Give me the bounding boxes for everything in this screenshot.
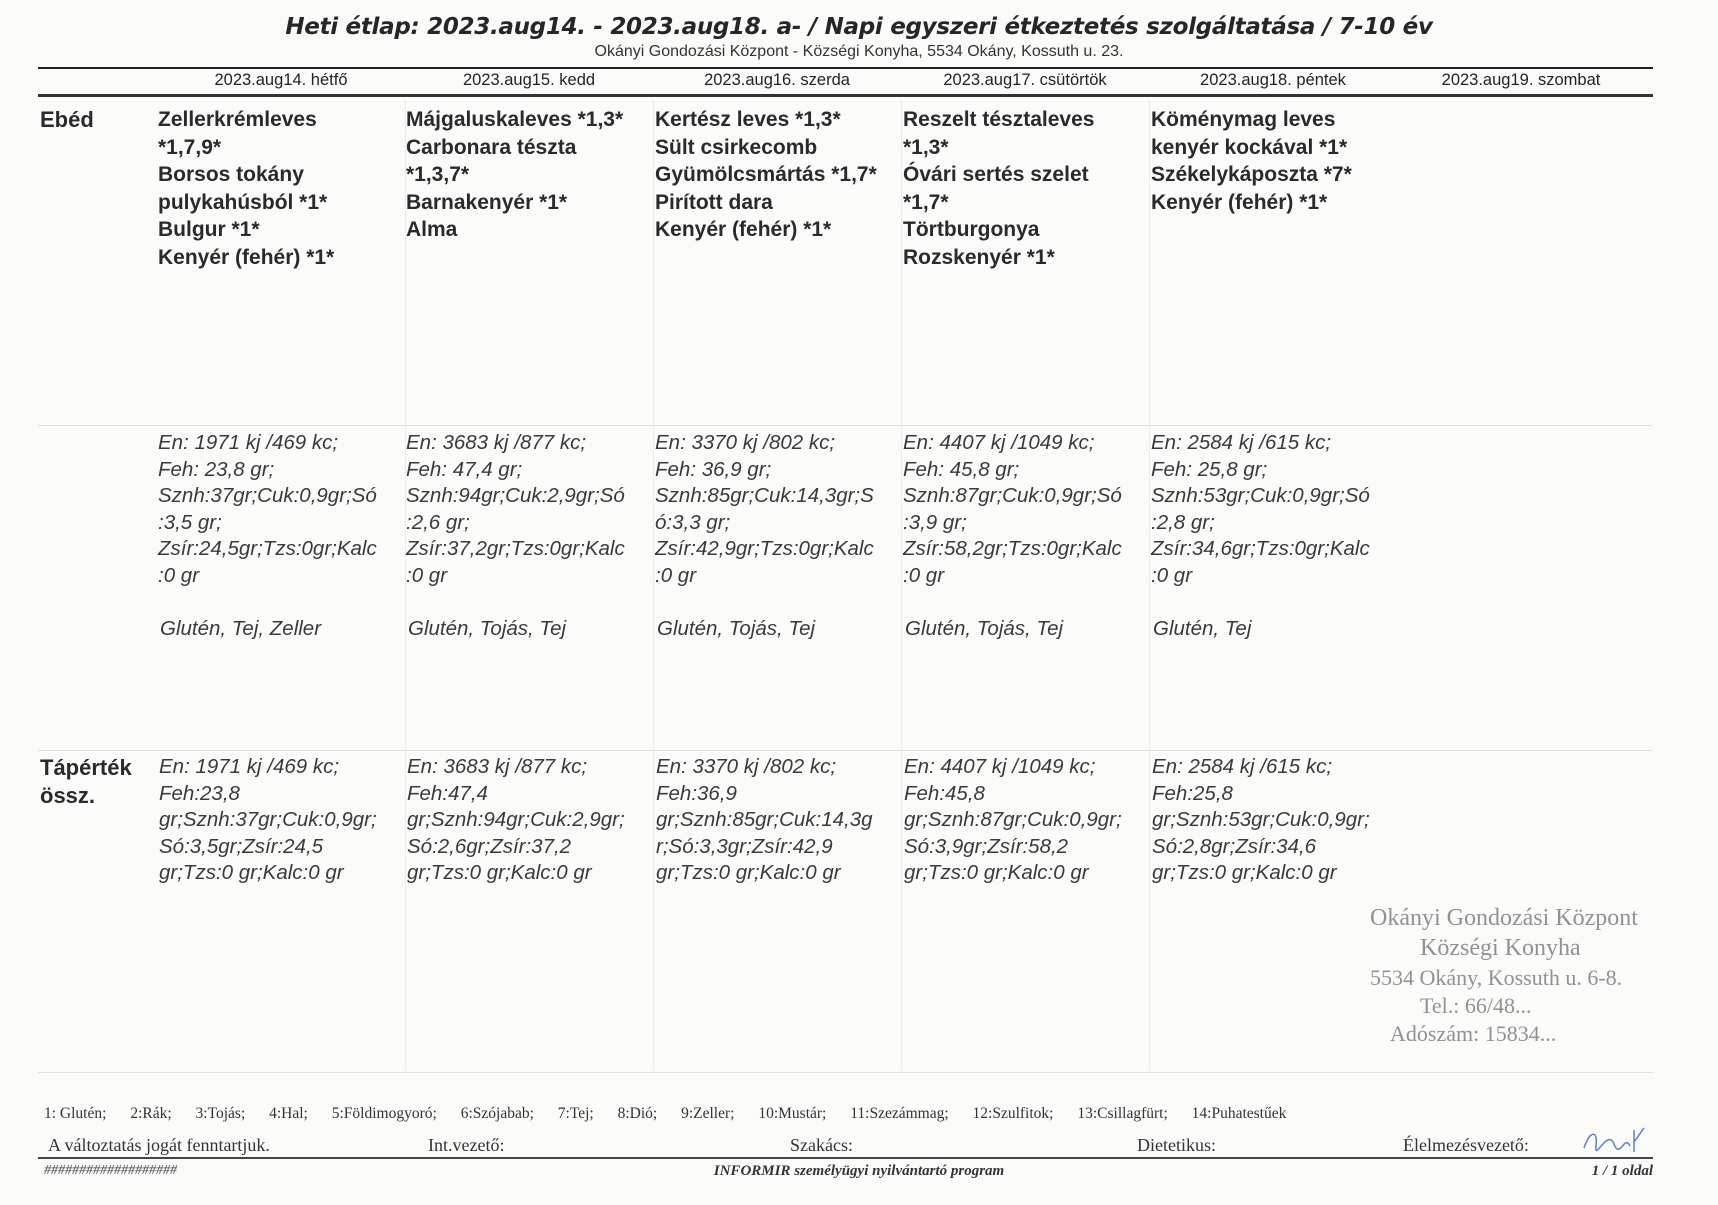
row-divider xyxy=(38,1072,1653,1073)
meal-line: Óvári sertés szelet xyxy=(903,163,1089,186)
summary-line: gr;Sznh:53gr;Cuk:0,9gr; xyxy=(1152,808,1370,831)
page-number: 1 / 1 oldal xyxy=(1591,1163,1653,1179)
stamp-line: Községi Konyha xyxy=(1420,935,1581,961)
summary-line: gr;Sznh:94gr;Cuk:2,9gr; xyxy=(407,808,625,831)
legend-item: 1: Glutén; xyxy=(44,1105,107,1122)
meal-cell-tue xyxy=(406,106,656,244)
summary-line: Feh:36,9 xyxy=(656,781,737,805)
nutrition-line: :3,9 gr; xyxy=(903,510,967,534)
row-label-lunch: Ebéd xyxy=(40,107,94,132)
nutrition-line: :0 gr xyxy=(158,563,200,587)
meal-line: Borsos tokány xyxy=(158,163,304,186)
legend-item: 7:Tej; xyxy=(557,1105,594,1122)
meal-line: Carbonara tészta xyxy=(406,135,577,159)
row-label-summary-line2: össz. xyxy=(40,783,96,808)
summary-line: gr;Tzs:0 gr;Kalc:0 gr xyxy=(1152,861,1337,884)
summary-line: gr;Tzs:0 gr;Kalc:0 gr xyxy=(159,861,344,884)
footer-hash: ################### xyxy=(44,1163,177,1178)
nutrition-line: :0 gr xyxy=(406,563,448,587)
meal-line: Zellerkrémleves xyxy=(158,108,317,131)
meal-line: *1,7,9* xyxy=(158,135,222,159)
summary-line: gr;Sznh:85gr;Cuk:14,3g xyxy=(656,808,873,831)
allergen-cell-wed: Glutén, Tojás, Tej xyxy=(657,617,816,640)
meal-line: Kertész leves *1,3* xyxy=(655,108,841,131)
header-top-rule xyxy=(38,67,1653,69)
row-divider xyxy=(38,425,1653,426)
legend-item: 11:Szezámmag; xyxy=(850,1105,949,1122)
row-label-summary-line1: Tápérték xyxy=(40,755,132,780)
allergen-cell-thu: Glutén, Tojás, Tej xyxy=(905,617,1064,640)
day-header: 2023.aug19. szombat xyxy=(1441,71,1601,89)
footer-rule xyxy=(38,1157,1653,1159)
meal-line: Bulgur *1* xyxy=(158,218,260,241)
summary-line: Feh:25,8 xyxy=(1152,781,1233,805)
summary-line: En: 3683 kj /877 kc; xyxy=(407,755,588,778)
nutrition-line: :0 gr xyxy=(655,563,697,587)
signature-catering-manager: Élelmezésvezető: xyxy=(1403,1135,1529,1155)
nutrition-cell-thu xyxy=(903,430,1153,589)
meal-cell-mon xyxy=(158,106,408,271)
meal-line: Sült csirkecomb xyxy=(655,135,818,159)
day-header: 2023.aug14. hétfő xyxy=(214,71,348,89)
day-header: 2023.aug17. csütörtök xyxy=(943,71,1107,89)
meal-line: Kenyér (fehér) *1* xyxy=(1151,190,1328,214)
summary-line: Só:3,5gr;Zsír:24,5 xyxy=(159,834,324,858)
legend-item: 10:Mustár; xyxy=(758,1105,827,1122)
meal-line: kenyér kockával *1* xyxy=(1151,135,1348,159)
nutrition-line: En: 4407 kj /1049 kc; xyxy=(903,431,1095,454)
meal-line: Székelykáposzta *7* xyxy=(1151,163,1352,186)
nutrition-line: :0 gr xyxy=(1151,563,1193,587)
nutrition-cell-tue xyxy=(406,430,656,589)
meal-line: *1,3* xyxy=(903,135,949,159)
meal-line: Gyümölcsmártás *1,7* xyxy=(655,163,877,186)
nutrition-line: :2,6 gr; xyxy=(406,510,470,534)
signature-dietitian: Dietetikus: xyxy=(1137,1135,1216,1155)
legend-item: 9:Zeller; xyxy=(681,1105,735,1122)
summary-line: gr;Sznh:87gr;Cuk:0,9gr; xyxy=(904,808,1122,831)
nutrition-line: ó:3,3 gr; xyxy=(655,510,731,534)
meal-line: Májgaluskaleves *1,3* xyxy=(406,108,624,131)
nutrition-line: Zsír:37,2gr;Tzs:0gr;Kalc xyxy=(406,537,625,560)
summary-line: En: 4407 kj /1049 kc; xyxy=(904,755,1096,778)
meal-cell-thu xyxy=(903,106,1153,271)
day-header: 2023.aug18. péntek xyxy=(1200,71,1346,89)
nutrition-line: Feh: 25,8 gr; xyxy=(1151,457,1268,481)
institution-address: Okányi Gondozási Központ - Községi Konyha, 5534 Okány, Kossuth u. 23. xyxy=(594,43,1124,60)
nutrition-line: :2,8 gr; xyxy=(1151,510,1215,534)
summary-line: Só:3,9gr;Zsír:58,2 xyxy=(904,834,1069,858)
nutrition-cell-fri xyxy=(1151,430,1401,589)
stamp-line: Tel.: 66/48... xyxy=(1420,993,1532,1018)
footer-program-name: INFORMIR személyügyi nyilvántartó program xyxy=(713,1163,1005,1179)
nutrition-cell-mon xyxy=(158,430,408,589)
signature-director: Int.vezető: xyxy=(428,1135,505,1155)
header-bottom-rule xyxy=(38,94,1653,97)
nutrition-line: En: 1971 kj /469 kc; xyxy=(158,431,339,454)
nutrition-line: En: 3683 kj /877 kc; xyxy=(406,431,587,454)
day-header: 2023.aug15. kedd xyxy=(462,71,596,89)
legend-item: 4:Hal; xyxy=(269,1105,308,1122)
institution-stamp xyxy=(1360,905,1700,1065)
meal-line: Pirított dara xyxy=(655,190,773,214)
meal-line: Kenyér (fehér) *1* xyxy=(158,245,335,269)
nutrition-line: Zsír:42,9gr;Tzs:0gr;Kalc xyxy=(655,537,874,560)
summary-line: Feh:47,4 xyxy=(407,781,488,805)
nutrition-line: Sznh:85gr;Cuk:14,3gr;S xyxy=(655,484,874,507)
nutrition-line: Sznh:94gr;Cuk:2,9gr;Só xyxy=(406,484,625,507)
meal-line: Barnakenyér *1* xyxy=(406,190,568,214)
nutrition-line: Feh: 47,4 gr; xyxy=(406,457,523,481)
meal-line: Kenyér (fehér) *1* xyxy=(655,218,832,241)
nutrition-line: En: 2584 kj /615 kc; xyxy=(1151,431,1332,454)
meal-line: *1,7* xyxy=(903,190,949,214)
meal-line: pulykahúsból *1* xyxy=(158,190,328,214)
summary-line: Só:2,8gr;Zsír:34,6 xyxy=(1152,834,1317,858)
meal-line: Köménymag leves xyxy=(1151,108,1336,131)
allergen-cell-mon: Glutén, Tej, Zeller xyxy=(160,617,322,640)
stamp-line: Okányi Gondozási Központ xyxy=(1370,905,1638,931)
nutrition-line: Sznh:53gr;Cuk:0,9gr;Só xyxy=(1151,484,1370,507)
allergen-legend xyxy=(44,1105,1306,1123)
summary-cell-mon xyxy=(159,754,409,887)
legend-item: 14:Puhatestűek xyxy=(1191,1105,1287,1122)
summary-line: gr;Tzs:0 gr;Kalc:0 gr xyxy=(904,861,1089,884)
summary-cell-wed xyxy=(656,754,906,887)
nutrition-line: Zsír:58,2gr;Tzs:0gr;Kalc xyxy=(903,537,1122,560)
meal-cell-fri xyxy=(1151,106,1401,216)
summary-line: gr;Tzs:0 gr;Kalc:0 gr xyxy=(656,861,841,884)
summary-line: r;Só:3,3gr;Zsír:42,9 xyxy=(656,834,833,858)
meal-line: Reszelt tésztaleves xyxy=(903,108,1095,131)
nutrition-line: Zsír:24,5gr;Tzs:0gr;Kalc xyxy=(158,537,377,560)
summary-line: gr;Sznh:37gr;Cuk:0,9gr; xyxy=(159,808,377,831)
summary-line: En: 3370 kj /802 kc; xyxy=(656,755,837,778)
day-header: 2023.aug16. szerda xyxy=(704,71,850,89)
legend-item: 3:Tojás; xyxy=(195,1105,246,1122)
legend-item: 13:Csillagfürt; xyxy=(1077,1105,1168,1122)
meal-line: *1,3,7* xyxy=(406,163,470,186)
stamp-line: Adószám: 15834... xyxy=(1390,1021,1557,1046)
nutrition-line: :0 gr xyxy=(903,563,945,587)
summary-line: En: 2584 kj /615 kc; xyxy=(1152,755,1333,778)
legend-item: 8:Dió; xyxy=(617,1105,658,1122)
summary-line: gr;Tzs:0 gr;Kalc:0 gr xyxy=(407,861,592,884)
row-divider xyxy=(38,750,1653,751)
nutrition-line: Zsír:34,6gr;Tzs:0gr;Kalc xyxy=(1151,537,1370,560)
legend-item: 12:Szulfitok; xyxy=(972,1105,1054,1122)
disclaimer: A változtatás jogát fenntartjuk. xyxy=(48,1135,270,1155)
nutrition-line: :3,5 gr; xyxy=(158,510,222,534)
meal-line: Rozskenyér *1* xyxy=(903,245,1055,269)
legend-item: 5:Földimogyoró; xyxy=(331,1105,437,1122)
summary-cell-fri xyxy=(1152,754,1402,887)
summary-line: En: 1971 kj /469 kc; xyxy=(159,755,340,778)
handwritten-signature xyxy=(1580,1122,1650,1156)
summary-line: Feh:23,8 xyxy=(159,781,240,805)
summary-cell-tue xyxy=(407,754,657,887)
nutrition-line: Feh: 36,9 gr; xyxy=(655,457,772,481)
nutrition-line: Feh: 45,8 gr; xyxy=(903,457,1020,481)
summary-line: Feh:45,8 xyxy=(904,781,985,805)
page-title: Heti étlap: 2023.aug14. - 2023.aug18. a- / Napi egyszeri étkeztetés szolgáltatása / 7-10 év xyxy=(285,14,1433,40)
meal-line: Törtburgonya xyxy=(903,218,1040,241)
stamp-line: 5534 Okány, Kossuth u. 6-8. xyxy=(1370,965,1623,990)
meal-line: Alma xyxy=(406,218,458,241)
summary-line: Só:2,6gr;Zsír:37,2 xyxy=(407,834,572,858)
row-label-summary xyxy=(40,754,132,810)
nutrition-line: En: 3370 kj /802 kc; xyxy=(655,431,836,454)
allergen-cell-tue: Glutén, Tojás, Tej xyxy=(408,617,567,640)
legend-item: 6:Szójabab; xyxy=(460,1105,534,1122)
signature-cook: Szakács: xyxy=(790,1135,853,1155)
summary-cell-thu xyxy=(904,754,1154,887)
nutrition-line: Sznh:37gr;Cuk:0,9gr;Só xyxy=(158,484,377,507)
legend-item: 2:Rák; xyxy=(130,1105,172,1122)
nutrition-cell-wed xyxy=(655,430,905,589)
allergen-cell-fri: Glutén, Tej xyxy=(1153,617,1252,640)
nutrition-line: Sznh:87gr;Cuk:0,9gr;Só xyxy=(903,484,1122,507)
nutrition-line: Feh: 23,8 gr; xyxy=(158,457,275,481)
meal-cell-wed xyxy=(655,106,905,244)
